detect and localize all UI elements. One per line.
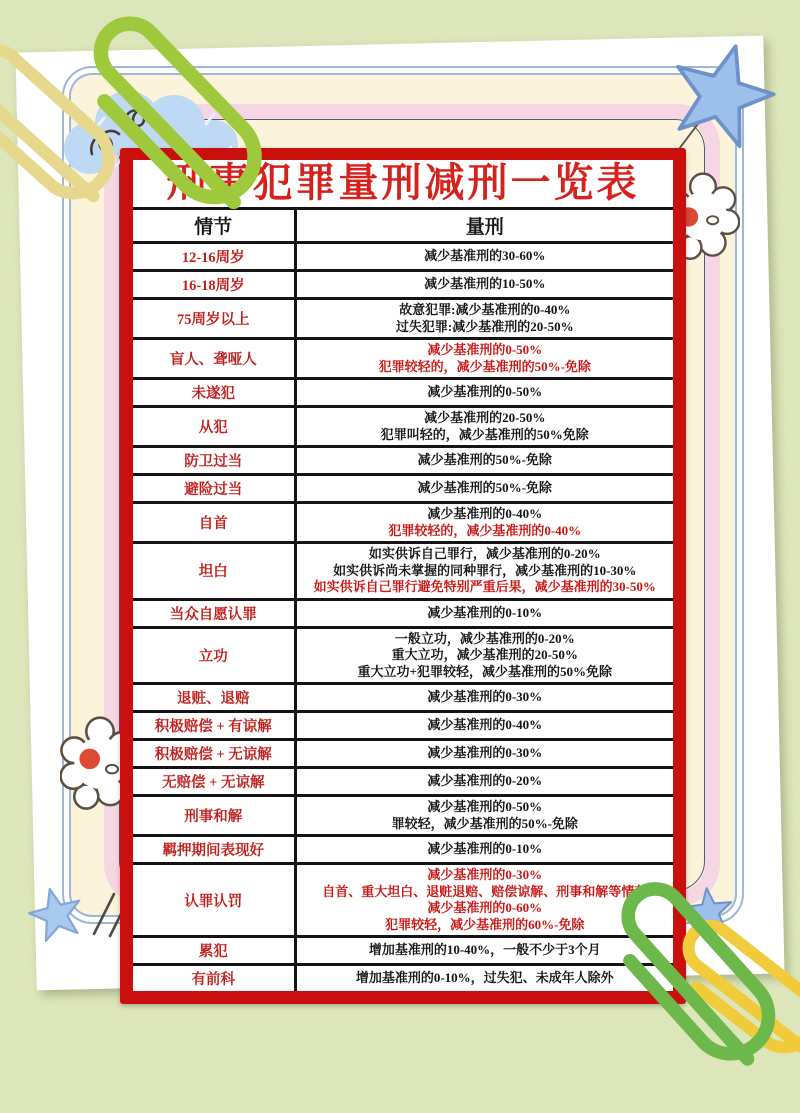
sentencing-line: 减少基准刑的0-60% xyxy=(427,900,543,915)
sentencing-line: 减少基准刑的0-40% xyxy=(427,506,543,521)
sentencing-cell xyxy=(295,627,673,684)
circumstance-cell: 12-16周岁 xyxy=(133,243,295,271)
sentencing-cell xyxy=(295,712,673,740)
circumstance-cell: 自首 xyxy=(133,503,295,543)
circumstance-cell: 积极赔偿 + 无谅解 xyxy=(133,740,295,768)
sentencing-line: 犯罪较轻的，减少基准刑的50%-免除 xyxy=(378,358,591,374)
table-row xyxy=(133,965,673,992)
sentencing-line: 减少基准刑的20-50% xyxy=(424,410,546,425)
table-row xyxy=(133,379,673,407)
sentencing-line: 增加基准刑的0-10%，过失犯、未成年人除外 xyxy=(355,970,614,986)
circumstance-cell: 16-18周岁 xyxy=(133,271,295,299)
sentencing-line: 减少基准刑的0-10% xyxy=(427,841,543,857)
circumstance-cell: 认罪认罚 xyxy=(133,864,295,937)
sentencing-line: 减少基准刑的0-20% xyxy=(427,773,543,789)
circumstance-cell: 坦白 xyxy=(133,543,295,600)
sentencing-line: 犯罪较轻，减少基准刑的60%-免除 xyxy=(385,916,585,932)
circumstance-cell: 防卫过当 xyxy=(133,447,295,475)
table-row xyxy=(133,407,673,447)
sentencing-line: 故意犯罪:减少基准刑的0-40% xyxy=(399,302,571,317)
sentencing-line: 重大立功，减少基准刑的20-50% xyxy=(391,647,578,662)
sentencing-line: 减少基准刑的0-30% xyxy=(427,689,543,705)
sentencing-line: 减少基准刑的50%-免除 xyxy=(417,480,552,496)
table-row xyxy=(133,243,673,271)
circumstance-cell: 羁押期间表现好 xyxy=(133,836,295,864)
table-row xyxy=(133,543,673,600)
table-row xyxy=(133,299,673,339)
circumstance-cell: 立功 xyxy=(133,627,295,684)
circumstance-cell: 有前科 xyxy=(133,965,295,992)
circumstance-cell: 退赃、退赔 xyxy=(133,684,295,712)
circumstance-cell: 刑事和解 xyxy=(133,796,295,836)
circumstance-cell: 积极赔偿 + 有谅解 xyxy=(133,712,295,740)
table-row xyxy=(133,836,673,864)
table-row xyxy=(133,684,673,712)
sentencing-cell xyxy=(295,503,673,543)
sentencing-line: 犯罪叫轻的，减少基准刑的50%免除 xyxy=(380,426,589,442)
sentencing-line: 犯罪较轻的，减少基准刑的0-40% xyxy=(388,522,582,538)
sentencing-line: 增加基准刑的10-40%，一般不少于3个月 xyxy=(368,942,601,958)
sentencing-line: 罪较轻，减少基准刑的50%-免除 xyxy=(391,815,578,831)
sentencing-cell xyxy=(295,299,673,339)
sentencing-cell xyxy=(295,339,673,379)
sentencing-cell xyxy=(295,543,673,600)
header-circumstance: 情节 xyxy=(133,209,295,243)
table-card-inner xyxy=(133,160,673,991)
table-row xyxy=(133,740,673,768)
sentencing-cell xyxy=(295,684,673,712)
sentencing-line: 减少基准刑的0-40% xyxy=(427,717,543,733)
circumstance-cell: 累犯 xyxy=(133,937,295,965)
table-row xyxy=(133,503,673,543)
sentencing-cell xyxy=(295,379,673,407)
sentencing-cell xyxy=(295,475,673,503)
sentencing-line: 减少基准刑的50%-免除 xyxy=(417,452,552,468)
circumstance-cell: 无赔偿 + 无谅解 xyxy=(133,768,295,796)
header-sentencing: 量刑 xyxy=(295,209,673,243)
table-row xyxy=(133,447,673,475)
sentencing-cell xyxy=(295,796,673,836)
table-row xyxy=(133,271,673,299)
sentencing-cell xyxy=(295,768,673,796)
table-row xyxy=(133,712,673,740)
sentencing-line: 过失犯罪:减少基准刑的20-50% xyxy=(395,318,574,334)
table-row xyxy=(133,599,673,627)
sentencing-cell xyxy=(295,271,673,299)
sentencing-cell xyxy=(295,740,673,768)
table-row xyxy=(133,627,673,684)
circumstance-cell: 未遂犯 xyxy=(133,379,295,407)
sentencing-line: 如实供诉自己罪行，减少基准刑的0-20% xyxy=(368,546,601,561)
table-body xyxy=(133,243,673,992)
page-title: 刑事犯罪量刑减刑一览表 xyxy=(166,161,640,205)
sentencing-line: 减少基准刑的0-10% xyxy=(427,604,543,620)
table-row xyxy=(133,339,673,379)
sentencing-line: 如实供诉尚未掌握的同种罪行，减少基准刑的10-30% xyxy=(333,562,637,578)
circumstance-cell: 避险过当 xyxy=(133,475,295,503)
sentencing-line: 减少基准刑的0-30% xyxy=(427,745,543,761)
sentencing-cell xyxy=(295,599,673,627)
sentencing-line: 重大立功+犯罪较轻，减少基准刑的50%免除 xyxy=(357,663,612,679)
sentencing-cell xyxy=(295,407,673,447)
sentencing-line: 如实供诉自己罪行避免特别严重后果，减少基准刑的30-50% xyxy=(313,579,656,594)
table-card xyxy=(120,148,686,1004)
sentencing-line: 减少基准刑的0-50% xyxy=(427,384,543,400)
sentencing-cell xyxy=(295,243,673,271)
circumstance-cell: 盲人、聋哑人 xyxy=(133,339,295,379)
table-row xyxy=(133,768,673,796)
circumstance-cell: 从犯 xyxy=(133,407,295,447)
table-row xyxy=(133,475,673,503)
sentencing-line: 减少基准刑的0-50% xyxy=(427,799,543,814)
sentencing-cell xyxy=(295,447,673,475)
sentencing-line: 自首、重大坦白、退赃退赔、赔偿谅解、刑事和解等情节 xyxy=(322,883,648,899)
sentencing-line: 减少基准刑的0-30% xyxy=(427,867,543,882)
sentencing-line: 减少基准刑的10-50% xyxy=(424,276,546,292)
table-row xyxy=(133,796,673,836)
sentencing-table xyxy=(133,207,673,991)
sentencing-line: 减少基准刑的30-60% xyxy=(424,248,546,264)
sentencing-line: 减少基准刑的0-50% xyxy=(427,342,543,357)
circumstance-cell: 当众自愿认罪 xyxy=(133,599,295,627)
sentencing-line: 一般立功，减少基准刑的0-20% xyxy=(394,630,575,646)
circumstance-cell: 75周岁以上 xyxy=(133,299,295,339)
sentencing-cell xyxy=(295,836,673,864)
